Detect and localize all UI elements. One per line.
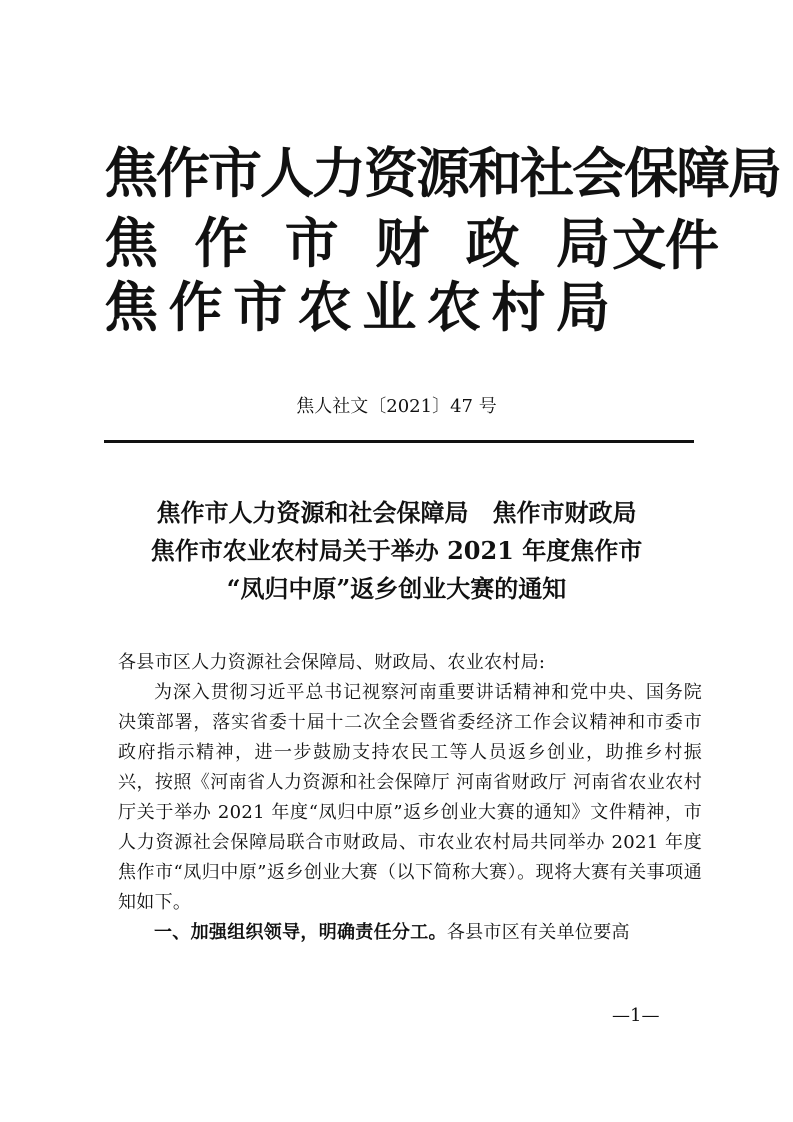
issuer-line-2 xyxy=(104,212,610,276)
document-title xyxy=(0,494,793,608)
header-divider xyxy=(104,440,694,443)
issuer-line-2-char: 政 xyxy=(465,212,520,275)
body-paragraph: 为深入贯彻习近平总书记视察河南重要讲话精神和党中央、国务院决策部署，落实省委十届十二次全会暨省委经济工作会议精神和市委市政府指示精神，进一步鼓励支持农民工等人员返乡创业，助推乡村振兴，按照《河南省人力资源和社会保障厅 河南省财政厅 河南省农业农村厅关于举办 2021 年度“凤归中原”返乡创业大赛的通知》文件精神，市人力资源社会保障局联合市财政局、市农业农村局共同举办 2021 年度焦作市“凤归中原”返乡创业大赛（以下简称大赛）。现将大赛有关事项通知如下。 xyxy=(118,682,702,913)
issuer-line-3-char: 局 xyxy=(555,276,610,339)
issuer-line-2-char: 作 xyxy=(194,212,249,275)
title-line-2: 焦作市农业农村局关于举办 2021 年度焦作市 xyxy=(150,536,643,565)
issuer-line-1: 焦作市人力资源和社会保障局 xyxy=(104,142,780,205)
issuer-line-3-char: 农 xyxy=(426,276,481,339)
issuer-line-3 xyxy=(104,276,610,340)
issuer-line-2-char: 局 xyxy=(555,212,610,275)
title-line-3: “凤归中原”返乡创业大赛的通知 xyxy=(226,574,567,603)
section-heading: 一、加强组织领导，明确责任分工。 xyxy=(154,922,447,943)
document-type-suffix: 文件 xyxy=(612,214,718,277)
issuer-line-3-char: 农 xyxy=(297,276,352,339)
section-text: 各县市区有关单位要高 xyxy=(446,922,630,943)
issuer-line-2-char: 财 xyxy=(375,212,430,275)
title-line-1: 焦作市人力资源和社会保障局 焦作市财政局 xyxy=(156,498,637,527)
issuer-line-2-char: 市 xyxy=(284,212,339,275)
page-number: —1— xyxy=(612,1005,660,1026)
document-header xyxy=(104,136,780,339)
document-number: 焦人社文〔2021〕47 号 xyxy=(296,396,497,417)
issuer-line-3-char: 村 xyxy=(491,276,546,339)
issuer-line-3-char: 作 xyxy=(168,276,223,339)
salutation: 各县市区人力资源社会保障局、财政局、农业农村局: xyxy=(118,652,546,673)
section-1 xyxy=(118,918,702,948)
issuer-line-2-char: 焦 xyxy=(104,212,158,275)
document-body xyxy=(118,648,702,948)
issuer-line-3-char: 市 xyxy=(233,276,288,339)
issuer-line-3-char: 业 xyxy=(362,276,417,339)
issuer-line-3-char: 焦 xyxy=(104,276,158,339)
